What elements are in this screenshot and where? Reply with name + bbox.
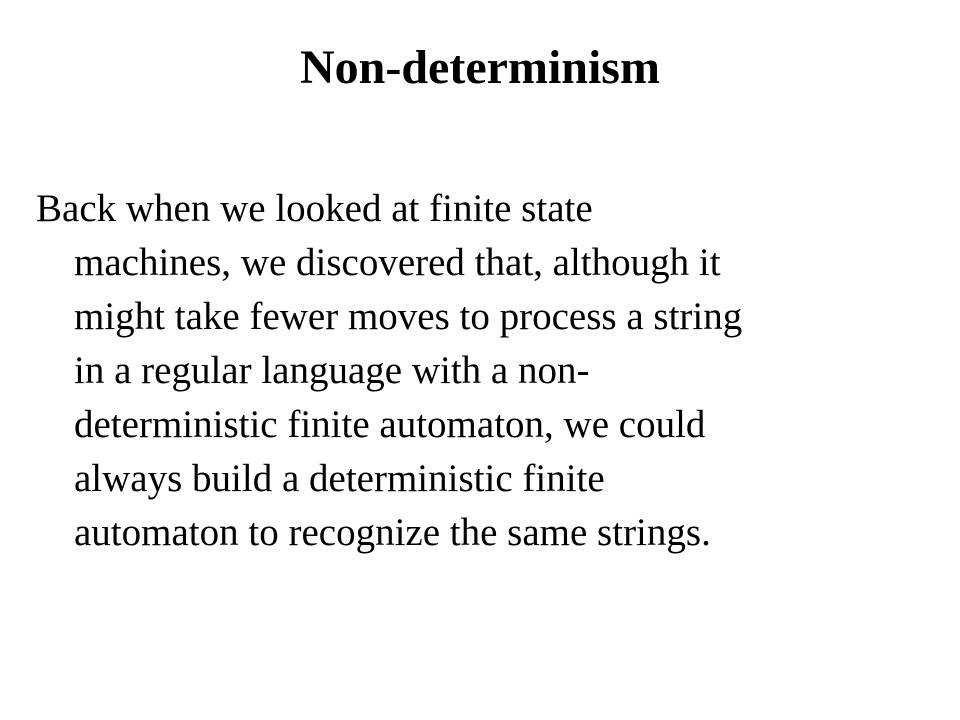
slide-body-paragraph <box>36 182 916 560</box>
body-line: deterministic finite automaton, we could <box>74 403 706 446</box>
body-line: automaton to recognize the same strings. <box>74 511 711 554</box>
body-line: always build a deterministic finite <box>74 457 605 500</box>
body-line: in a regular language with a non- <box>74 349 590 392</box>
slide-title: Non-determinism <box>300 41 660 94</box>
body-line: Back when we looked at finite state <box>36 187 593 230</box>
body-line: machines, we discovered that, although it <box>74 241 721 284</box>
body-line: might take fewer moves to process a string <box>74 295 743 338</box>
